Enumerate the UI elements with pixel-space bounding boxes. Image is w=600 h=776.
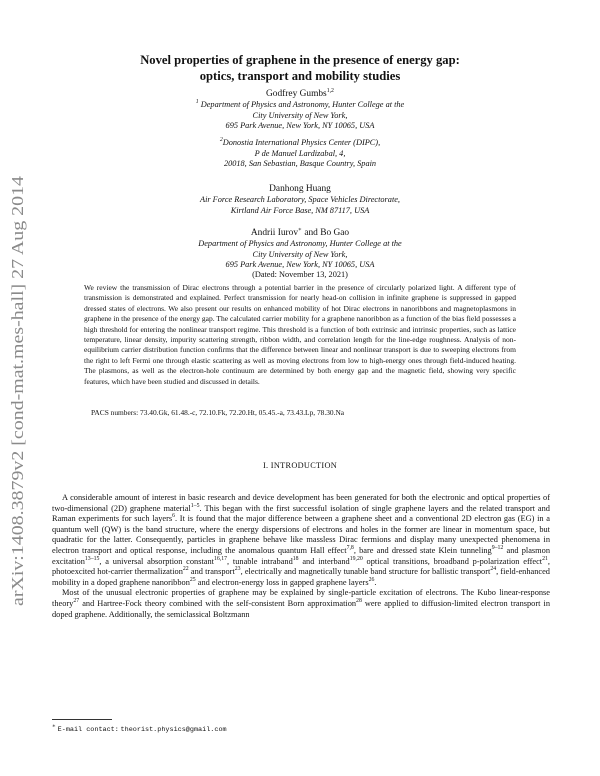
footnote-rule [52,719,112,720]
text-run: , field-enhanced mobility in a doped graphene nanoribbon [52,567,550,587]
abstract [84,283,516,387]
text-run: . It is found that the major difference between a graphene sheet and a conventional 2D electron gas (EG) in a quantum well (QW) is the band structure, where the energy dispersions of electrons and holes in the former are linear in momentum space, but quadratic for the latter. Consequently, particles in graphene behave like massless Dirac fermions and display many unexpected phenomena in electron transport and optical response, including the anomalous quantum Hall effect [52,514,551,555]
author-affil-marker: 1,2 [326,87,334,94]
affiliation-1 [90,100,510,132]
citation: 24 [490,566,497,573]
title-line-1: Novel properties of graphene in the presence of energy gap: [140,53,460,67]
text-run: , bare and dressed state Klein tunneling [353,545,492,555]
affil-line: City University of New York, [252,249,348,259]
affil-line: 695 Park Avenue, New York, NY 10065, USA [225,121,375,130]
affil-line: P de Manuel Lardizabal, 4, [254,148,346,158]
affil-line: 695 Park Avenue, New York, NY 10065, USA [225,260,375,269]
author-name: and Bo Gao [301,228,350,238]
affil-line: Department of Physics and Astronomy, Hunter College at the [200,100,405,109]
affiliation-2 [90,138,510,170]
paragraph-1 [52,493,550,588]
text-run: were applied to diffusion-limited electron transport in doped graphene. Additionally, the semiclassical Boltzmann [52,598,550,619]
citation: 9–12 [491,545,504,552]
text-run: , a universal absorption constant [99,556,214,566]
paragraph-2 [52,588,550,620]
arxiv-identifier [2,170,32,610]
introduction-body [52,493,550,620]
author-godfrey-gumbs [90,89,510,100]
arxiv-identifier-text: arXiv:1408.3879v2 [cond-mat.mes-hall] 27 Aug 2014 [8,247,27,606]
affil-marker: 1 [195,99,199,106]
text-run: , tunable intraband [227,556,293,566]
text-run: and Hartree-Fock theory combined with the self-consistent Born approximation [79,598,357,608]
footnote-marker: ∗ [52,723,56,730]
text-run: , electrically and magnetically tunable band structure for ballistic transport [240,567,491,577]
section-heading-introduction: I. INTRODUCTION [262,461,338,470]
affil-line: Donostia International Physics Center (DIPC), [222,138,381,147]
citation: 6 [172,513,176,520]
author-name: Danhong Huang [269,184,331,194]
text-run: optical transitions, broadband p-polarization effect [362,556,543,566]
citation: 25 [189,576,196,583]
affiliation-afrl [90,195,510,216]
text-run: . [374,577,377,587]
abstract-text: We review the transmission of Dirac electrons through a potential barrier in the presence of circularly polarized light. A different type of transmission is demonstrated and explained. Perfect transmission for nearly head-on collision in infinite graphene is suppressed in gapped dressed states of electrons. We also present our results on enhanced mobility of hot Dirac electrons in nanoribbons and magnetoplasmons in graphene in the presence of the energy gap. The calculated carrier mobility for a graphene nanoribbon as a function of the bias field possesses a high threshold for entering the nonlinear transport regime. This threshold is a function of both extrinsic and intrinsic properties, such as lattice temperature, linear density, impurity scattering strength, ribbon width, and correlation length for the line-edge roughness. Analysis of non-equilibrium carrier distribution function confirms that the difference between linear and nonlinear transport is due to sweeping electrons from the right to left Fermi one through elastic scattering as well as moving electrons from low to high-energy ones through field-induced heating. The plasmons, as well as the electron-hole continuum are determined by both energy gap and the magnetic field, showing very specific features, which have been studied and discussed in details. [84,283,516,386]
affil-line: Kirtland Air Force Base, NM 87117, USA [230,205,370,215]
affil-line: City University of New York, [252,110,348,120]
text-run: , photoexcited hot-carrier thermalization [52,556,550,577]
citation: 21 [542,555,548,562]
affil-line: Department of Physics and Astronomy, Hunter College at the [198,239,402,248]
email-address: theorist.physics@gmail.com [120,726,227,734]
citation: 28 [356,598,362,605]
affil-line: Air Force Research Laboratory, Space Vehicles Directorate, [200,195,400,204]
pacs-numbers: PACS numbers: 73.40.Gk, 61.48.-c, 72.10.Fk, 72.20.Ht, 05.45.-a, 73.43.Lp, 78.30.Na [91,408,345,417]
citation: 18 [292,555,299,562]
text-run: and plasmon excitation [52,545,550,566]
paper-title [100,52,500,84]
author-name: Godfrey Gumbs [266,89,327,99]
affil-line: 20018, San Sebastian, Basque Country, Spain [223,159,377,168]
citation: 19,20 [349,555,363,562]
footnote-email [52,723,227,734]
author-iurov-gao [90,228,510,239]
footnote-label: E-mail contact: [57,726,119,734]
text-run: Most of the unusual electronic properties of graphene may be explained by single-particle excitation of electrons. The Kubo linear-response theory [52,588,550,608]
affiliation-hunter [90,239,510,271]
citation: 26 [368,576,375,583]
text-run: A considerable amount of interest in basic research and device development has been generated for both the electronic and optical properties of two-dimensional (2D) graphene material [52,493,550,513]
citation: 7,8 [346,545,354,552]
text-run: and interband [298,556,350,566]
text-run: and transport [188,567,235,577]
citation: 23 [234,566,241,573]
corresponding-marker: ∗ [298,226,302,233]
citation: 13–15 [84,555,100,562]
affil-marker: 2 [219,137,223,144]
citation: 16,17 [213,555,228,562]
author-name: Andrii Iurov [250,228,299,238]
title-line-2: optics, transport and mobility studies [199,69,401,83]
citation: 22 [182,566,189,573]
citation: 1–5 [190,502,200,509]
author-danhong-huang [90,184,510,195]
date-line [90,270,510,281]
dated-text: (Dated: November 13, 2021) [252,270,348,279]
text-run: . This began with the first successful isolation of single graphene layers and the related transport and Raman experiments for such layers [52,503,550,524]
text-run: and electron-energy loss in gapped graphene layers [195,577,369,587]
citation: 27 [73,598,80,605]
